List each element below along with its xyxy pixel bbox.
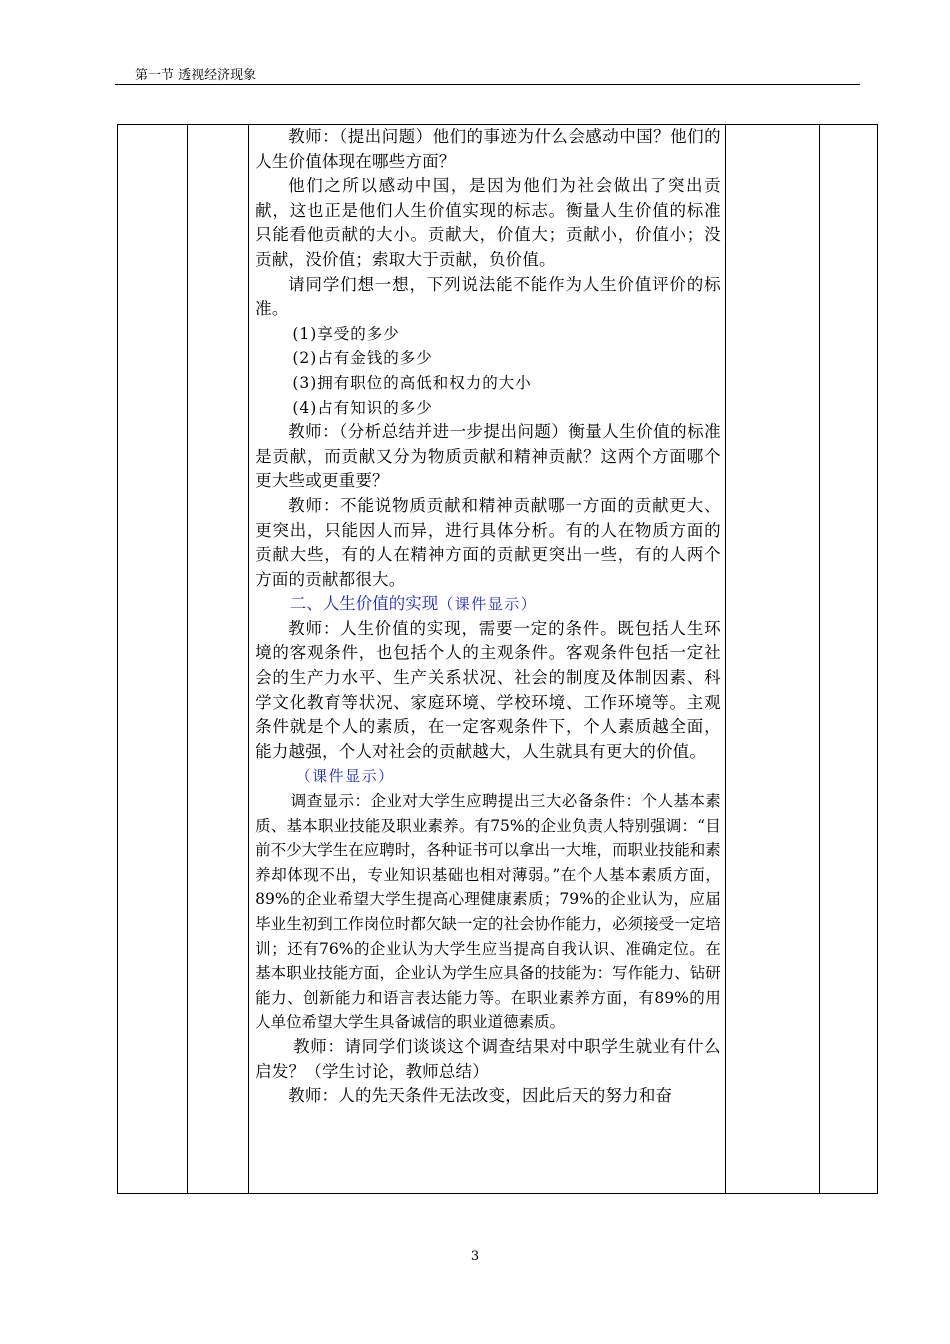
section-heading-note: （课件显示） (438, 595, 538, 614)
list-item: (3)拥有职位的高低和权力的大小 (292, 373, 532, 392)
courseware-note: （课件显示） (295, 767, 395, 786)
running-header-title: 第一节 透视经济现象 (135, 68, 257, 83)
section-heading-text: 二、人生价值的实现 (289, 594, 439, 614)
list-item: (1)享受的多少 (292, 324, 400, 343)
empty-cell-5 (819, 125, 877, 1194)
paragraph-think: 请同学们想一想，下列说法能不能作为人生价值评价的标准。 (255, 274, 721, 319)
empty-cell-1 (118, 125, 188, 1194)
page-number: 3 (470, 1249, 480, 1264)
paragraph-discussion: 教师：请同学们谈谈这个调查结果对中职学生就业有什么启发？（学生讨论，教师总结） (255, 1036, 721, 1081)
list-item: (2)占有金钱的多少 (292, 349, 433, 368)
paragraph-question: 教师：（提出问题）他们的事迹为什么会感动中国？他们的人生价值体现在哪些方面？ (255, 127, 721, 171)
section-heading (255, 592, 721, 617)
table-row (118, 125, 878, 1194)
lesson-plan-table (117, 124, 878, 1194)
paragraph-contribution: 他们之所以感动中国，是因为他们为社会做出了突出贡献，这也正是他们人生价值实现的标志。衡量人生价值的标准只能看他贡献的大小。贡献大，价值大；贡献小，价值小；没贡献，没价值；索取大于贡献，负价值。 (255, 176, 721, 269)
paragraph-survey: 调查显示：企业对大学生应聘提出三大必备条件：个人基本素质、基本职业技能及职业素养。有75%的企业负责人特别强调：“目前不少大学生在应聘时，各种证书可以拿出一大堆，而职业技能和素养却体现不出，专业知识基础也相对薄弱。”在个人基本素质方面，89%的企业希望大学生提高心理健康素质；79%的企业认为，应届毕业生初到工作岗位时都欠缺一定的社会协作能力，必须接受一定培训；还有76%的企业认为大学生应当提高自我认识、准确定位。在基本职业技能方面，企业认为学生应具备的技能为：写作能力、钻研能力、创新能力和语言表达能力等。在职业素养方面，有89%的用人单位希望大学生具备诚信的职业道德素质。 (255, 792, 721, 1032)
empty-cell-4 (725, 125, 819, 1194)
teaching-content-cell (249, 125, 726, 1194)
paragraph-answer: 教师：不能说物质贡献和精神贡献哪一方面的贡献更大、更突出，只能因人而异，进行具体分析。有的人在物质方面的贡献大些，有的人在精神方面的贡献更突出一些，有的人两个方面的贡献都很大。 (255, 495, 721, 589)
paragraph-conclusion: 教师：人的先天条件无法改变，因此后天的努力和奋 (288, 1086, 673, 1106)
paragraph-conditions: 教师：人生价值的实现，需要一定的条件。既包括人生环境的客观条件，也包括个人的主观条件。客观条件包括一定社会的生产力水平、生产关系状况、社会的制度及体制因素、科学文化教育等状况、家庭环境、学校环境、工作环境等。主观条件就是个人的素质，在一定客观条件下，个人素质越全面，能力越强，个人对社会的贡献越大，人生就具有更大的价值。 (255, 618, 721, 761)
header-rule (115, 84, 860, 85)
empty-cell-2 (188, 125, 249, 1194)
list-item: (4)占有知识的多少 (292, 398, 433, 417)
paragraph-analysis: 教师：（分析总结并进一步提出问题）衡量人生价值的标准是贡献，而贡献又分为物质贡献和精神贡献？这两个方面哪个更大些或更重要？ (255, 422, 721, 491)
